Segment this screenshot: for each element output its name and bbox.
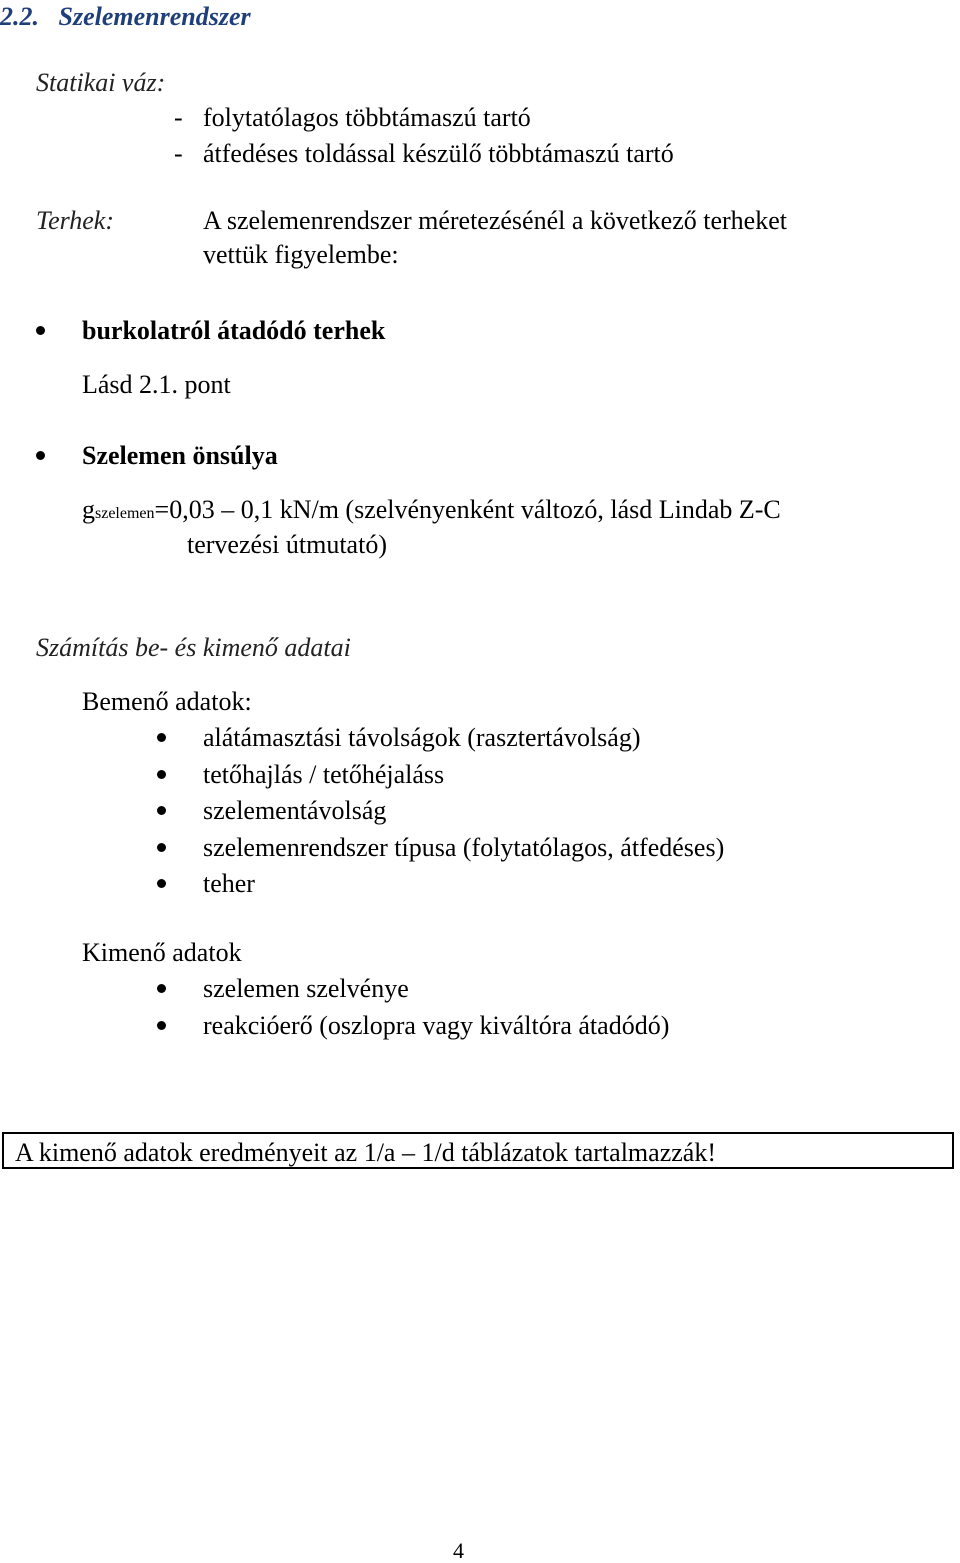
section-title: Szelemenrendszer (58, 2, 251, 31)
page-number: 4 (453, 1538, 464, 1563)
kimeno-item: reakcióerő (oszlopra vagy kiváltóra átadódó) (203, 1011, 670, 1040)
bullet-icon (157, 879, 166, 888)
bemeno-label: Bemenő adatok: (82, 687, 252, 716)
bullet-icon (157, 1021, 166, 1030)
section-heading (0, 4, 251, 30)
bullet-icon (157, 843, 166, 852)
bullet-icon (157, 770, 166, 779)
bemeno-item: szelementávolság (203, 796, 387, 825)
result-note: A kimenő adatok eredményeit az 1/a – 1/d táblázatok tartalmazzák! (15, 1138, 716, 1167)
bullet-icon (157, 733, 166, 742)
bullet-icon (157, 806, 166, 815)
onsuly-g-sub: szelemen (95, 505, 155, 522)
terhek-line-2: vettük figyelembe: (203, 240, 399, 269)
onsuly-line-2: tervezési útmutató) (187, 530, 387, 559)
burkolat-text: Lásd 2.1. pont (82, 370, 231, 399)
result-note-box (2, 1132, 954, 1169)
burkolat-heading: burkolatról átadódó terhek (82, 316, 386, 345)
bemeno-item: szelemenrendszer típusa (folytatólagos, átfedéses) (203, 833, 725, 862)
onsuly-g: g (82, 495, 95, 524)
bullet-icon (157, 984, 166, 993)
onsuly-line-1: =0,03 – 0,1 kN/m (szelvényenként változó, lásd Lindab Z-C (154, 495, 781, 524)
statikai-dash-1: - (174, 103, 183, 132)
bemeno-item: tetőhajlás / tetőhéjaláss (203, 760, 445, 789)
bullet-icon (36, 451, 45, 460)
onsuly-heading: Szelemen önsúlya (82, 441, 278, 470)
terhek-label: Terhek: (36, 206, 114, 235)
bullet-icon (36, 326, 45, 335)
bemeno-item: alátámasztási távolságok (rasztertávolság) (203, 723, 641, 752)
kimeno-label: Kimenő adatok (82, 938, 242, 967)
szamitas-heading: Számítás be- és kimenő adatai (36, 633, 351, 662)
bemeno-item: teher (203, 869, 255, 898)
statikai-label: Statikai váz: (36, 68, 166, 97)
statikai-item-1: folytatólagos többtámaszú tartó (203, 103, 531, 132)
kimeno-item: szelemen szelvénye (203, 974, 409, 1003)
onsuly-formula (82, 497, 781, 523)
statikai-dash-2: - (174, 139, 183, 168)
statikai-item-2: átfedéses toldással készülő többtámaszú tartó (203, 139, 674, 168)
section-number: 2.2. (0, 2, 39, 31)
terhek-line-1: A szelemenrendszer méretezésénél a következő terheket (203, 206, 787, 235)
